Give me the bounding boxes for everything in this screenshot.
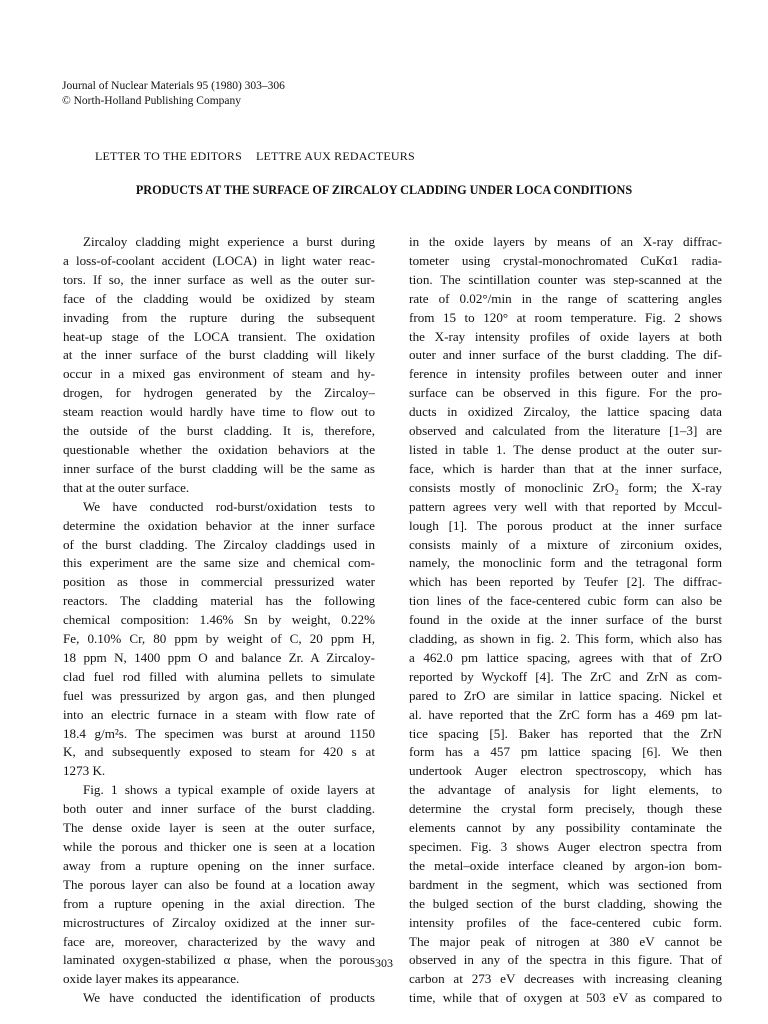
text-line: microstructures of Zircaloy oxidized at the inner sur- <box>63 914 375 930</box>
text-line: outer and inner surface of the burst cladding. The dif- <box>409 347 722 363</box>
text-line: in the oxide layers by means of an X-ray diffrac- <box>409 234 722 249</box>
text-line: al. have reported that the ZrC form has a 469 pm lat- <box>409 706 722 722</box>
text-line: lough [1]. The porous product at the inner surface <box>409 517 722 533</box>
text-line: We have conducted rod-burst/oxidation tests to <box>83 498 375 514</box>
text-line: ference in intensity profiles between outer and inner <box>409 366 722 382</box>
text-line: position as those in commercial pressurized water <box>63 574 375 590</box>
text-line: into an electric furnace in a steam with flow rate of <box>63 706 375 722</box>
text-line: the X-ray intensity profiles of oxide layers at both <box>409 328 722 344</box>
text-line: tors. If so, the inner surface as well as the outer sur- <box>63 271 375 287</box>
text-line: undertook Auger electron spectroscopy, which has <box>409 763 722 779</box>
text-line: tion. The scintillation counter was step-scanned at the <box>409 271 722 287</box>
text-line: heat-up stage of the LOCA transient. The oxidation <box>63 328 375 344</box>
text-line: rate of 0.02°/min in the range of scattering angles <box>409 290 722 306</box>
text-line: consists mainly of a mixture of zirconium oxides, <box>409 536 722 552</box>
text-line: the outside of the burst cladding. It is, therefore, <box>63 423 375 439</box>
text-line: a 462.0 pm lattice spacing, agrees with that of ZrO <box>409 649 722 665</box>
journal-citation: Journal of Nuclear Materials 95 (1980) 303–306 <box>62 80 285 92</box>
text-line: time, while that of oxygen at 503 eV as compared to <box>409 990 722 1006</box>
text-line: reported by Wyckoff [4]. The ZrC and ZrN as com- <box>409 668 722 684</box>
text-line: inner surface of the burst cladding will be the same as <box>63 460 375 476</box>
text-line: oxide layer makes its appearance. <box>63 971 240 987</box>
text-line: 1273 K. <box>63 763 106 779</box>
text-line: ducts in oxidized Zircaloy, the lattice spacing data <box>409 404 722 420</box>
text-line: occur in a mixed gas environment of steam and hy- <box>63 366 375 382</box>
section-english: LETTER TO THE EDITORS <box>95 149 242 163</box>
text-line: specimen. Fig. 3 shows Auger electron spectra from <box>409 839 722 854</box>
text-line: face, which is harder than that at the inner surface, <box>409 460 722 476</box>
page-number: 303 <box>375 956 393 970</box>
section-french: LETTRE AUX REDACTEURS <box>255 149 415 163</box>
text-line: The porous layer can also be found at a location away <box>63 876 375 892</box>
text-line: form has a 457 pm lattice spacing [6]. We then <box>409 744 722 760</box>
text-line: the metal–oxide interface cleaned by argon-ion bom- <box>409 857 722 873</box>
text-line: drogen, for hydrogen generated by the Zircaloy– <box>63 385 375 401</box>
text-line: pattern agrees very well with that reported by Mccul- <box>409 498 722 514</box>
text-line: We have conducted the identification of products <box>83 990 375 1006</box>
text-line: a loss-of-coolant accident (LOCA) in light water reac- <box>63 252 375 268</box>
text-line: observed in any of the spectra in this figure. That of <box>409 952 722 968</box>
text-line: that at the outer surface. <box>63 479 190 495</box>
right-column <box>409 233 722 1008</box>
text-line: 18 ppm N, 1400 ppm O and balance Zr. A Zircaloy- <box>63 649 375 665</box>
text-line: from 15 to 120° at room temperature. Fig. 2 shows <box>409 309 722 325</box>
text-line: observed and calculated from the literature [1–3] are <box>409 423 722 439</box>
text-line: tion lines of the face-centered cubic form can also be <box>409 593 722 609</box>
text-line: carbon at 273 eV decreases with increasing cleaning <box>409 971 722 987</box>
text-line: fuel was pressurized by argon gas, and then plunged <box>63 687 375 703</box>
text-line: invading from the rupture during the subsequent <box>63 309 375 325</box>
text-line: tometer using crystal-monochromated CuKα1 radia- <box>409 252 722 268</box>
text-line: the bulged section of the burst cladding, showing the <box>409 895 722 911</box>
text-line: which has been reported by Teufer [2]. The diffrac- <box>409 574 722 590</box>
text-line: both outer and inner surface of the burst cladding. <box>63 801 375 817</box>
text-line: at the inner surface of the burst cladding will likely <box>63 347 375 363</box>
text-line: consists mostly of monoclinic ZrO₂ form; the X-ray <box>409 479 722 495</box>
text-line: 18.4 g/m²s. The specimen was burst at around 1150 <box>63 725 375 741</box>
text-line: face of the cladding would be oxidized by steam <box>63 290 375 306</box>
section-heading <box>95 149 415 164</box>
text-line: determine the oxidation behavior at the inner surface <box>63 517 375 533</box>
text-line: Zircaloy cladding might experience a burst during <box>83 234 375 249</box>
text-line: face are, moreover, characterized by the wavy and <box>63 933 375 949</box>
text-line: determine the crystal form precisely, though these <box>409 801 722 817</box>
text-line: cladding, as shown in fig. 2. This form, which also has <box>409 631 722 647</box>
text-line: surface can be observed in this figure. For the pro- <box>409 385 722 401</box>
text-line: from a rupture opening in the axial direction. The <box>63 895 375 911</box>
text-line: listed in table 1. The dense product at the outer sur- <box>409 441 722 457</box>
text-line: Fig. 1 shows a typical example of oxide layers at <box>83 782 375 798</box>
text-line: bardment in the segment, which was sectioned from <box>409 876 722 892</box>
text-line: The dense oxide layer is seen at the outer surface, <box>63 820 375 836</box>
text-line: laminated oxygen-stabilized α phase, when the porous <box>63 952 375 968</box>
text-line: namely, the monoclinic form and the tetragonal form <box>409 555 722 571</box>
text-line: The major peak of nitrogen at 380 eV cannot be <box>409 933 722 949</box>
text-line: found in the oxide at the inner surface of the burst <box>409 612 722 628</box>
text-line: intensity profiles of the face-centered cubic form. <box>409 914 722 930</box>
left-column <box>63 233 375 1008</box>
text-line: clad fuel rod filled with alumina pellets to simulate <box>63 668 375 684</box>
article-title: PRODUCTS AT THE SURFACE OF ZIRCALOY CLADDING UNDER LOCA CONDITIONS <box>135 183 633 197</box>
text-line: elements cannot by any possibility contaminate the <box>409 820 722 836</box>
text-line: K, and subsequently exposed to steam for 420 s at <box>63 744 375 760</box>
text-line: questionable whether the oxidation behaviors at the <box>63 441 375 457</box>
text-line: steam reaction would hardly have time to flow out to <box>63 404 375 420</box>
text-line: this experiment are the same size and chemical com- <box>63 555 375 571</box>
text-line: while the porous and thicker one is seen at a location <box>63 839 375 854</box>
text-line: reactors. The cladding material has the following <box>63 593 375 609</box>
text-line: away from a rupture opening on the inner surface. <box>63 857 375 873</box>
text-line: tice spacing [5]. Baker has reported that the ZrN <box>409 725 722 741</box>
text-line: pared to ZrO are similar in lattice spacing. Nickel et <box>409 687 722 703</box>
text-line: Fe, 0.10% Cr, 80 ppm by weight of C, 20 ppm H, <box>63 631 375 647</box>
text-line: chemical composition: 1.46% Sn by weight, 0.22% <box>63 612 375 628</box>
journal-header <box>62 79 285 109</box>
publisher-line: © North-Holland Publishing Company <box>62 95 241 107</box>
text-line: of the burst cladding. The Zircaloy claddings used in <box>63 536 375 552</box>
text-line: the advantage of analysis for light elements, to <box>409 782 722 798</box>
